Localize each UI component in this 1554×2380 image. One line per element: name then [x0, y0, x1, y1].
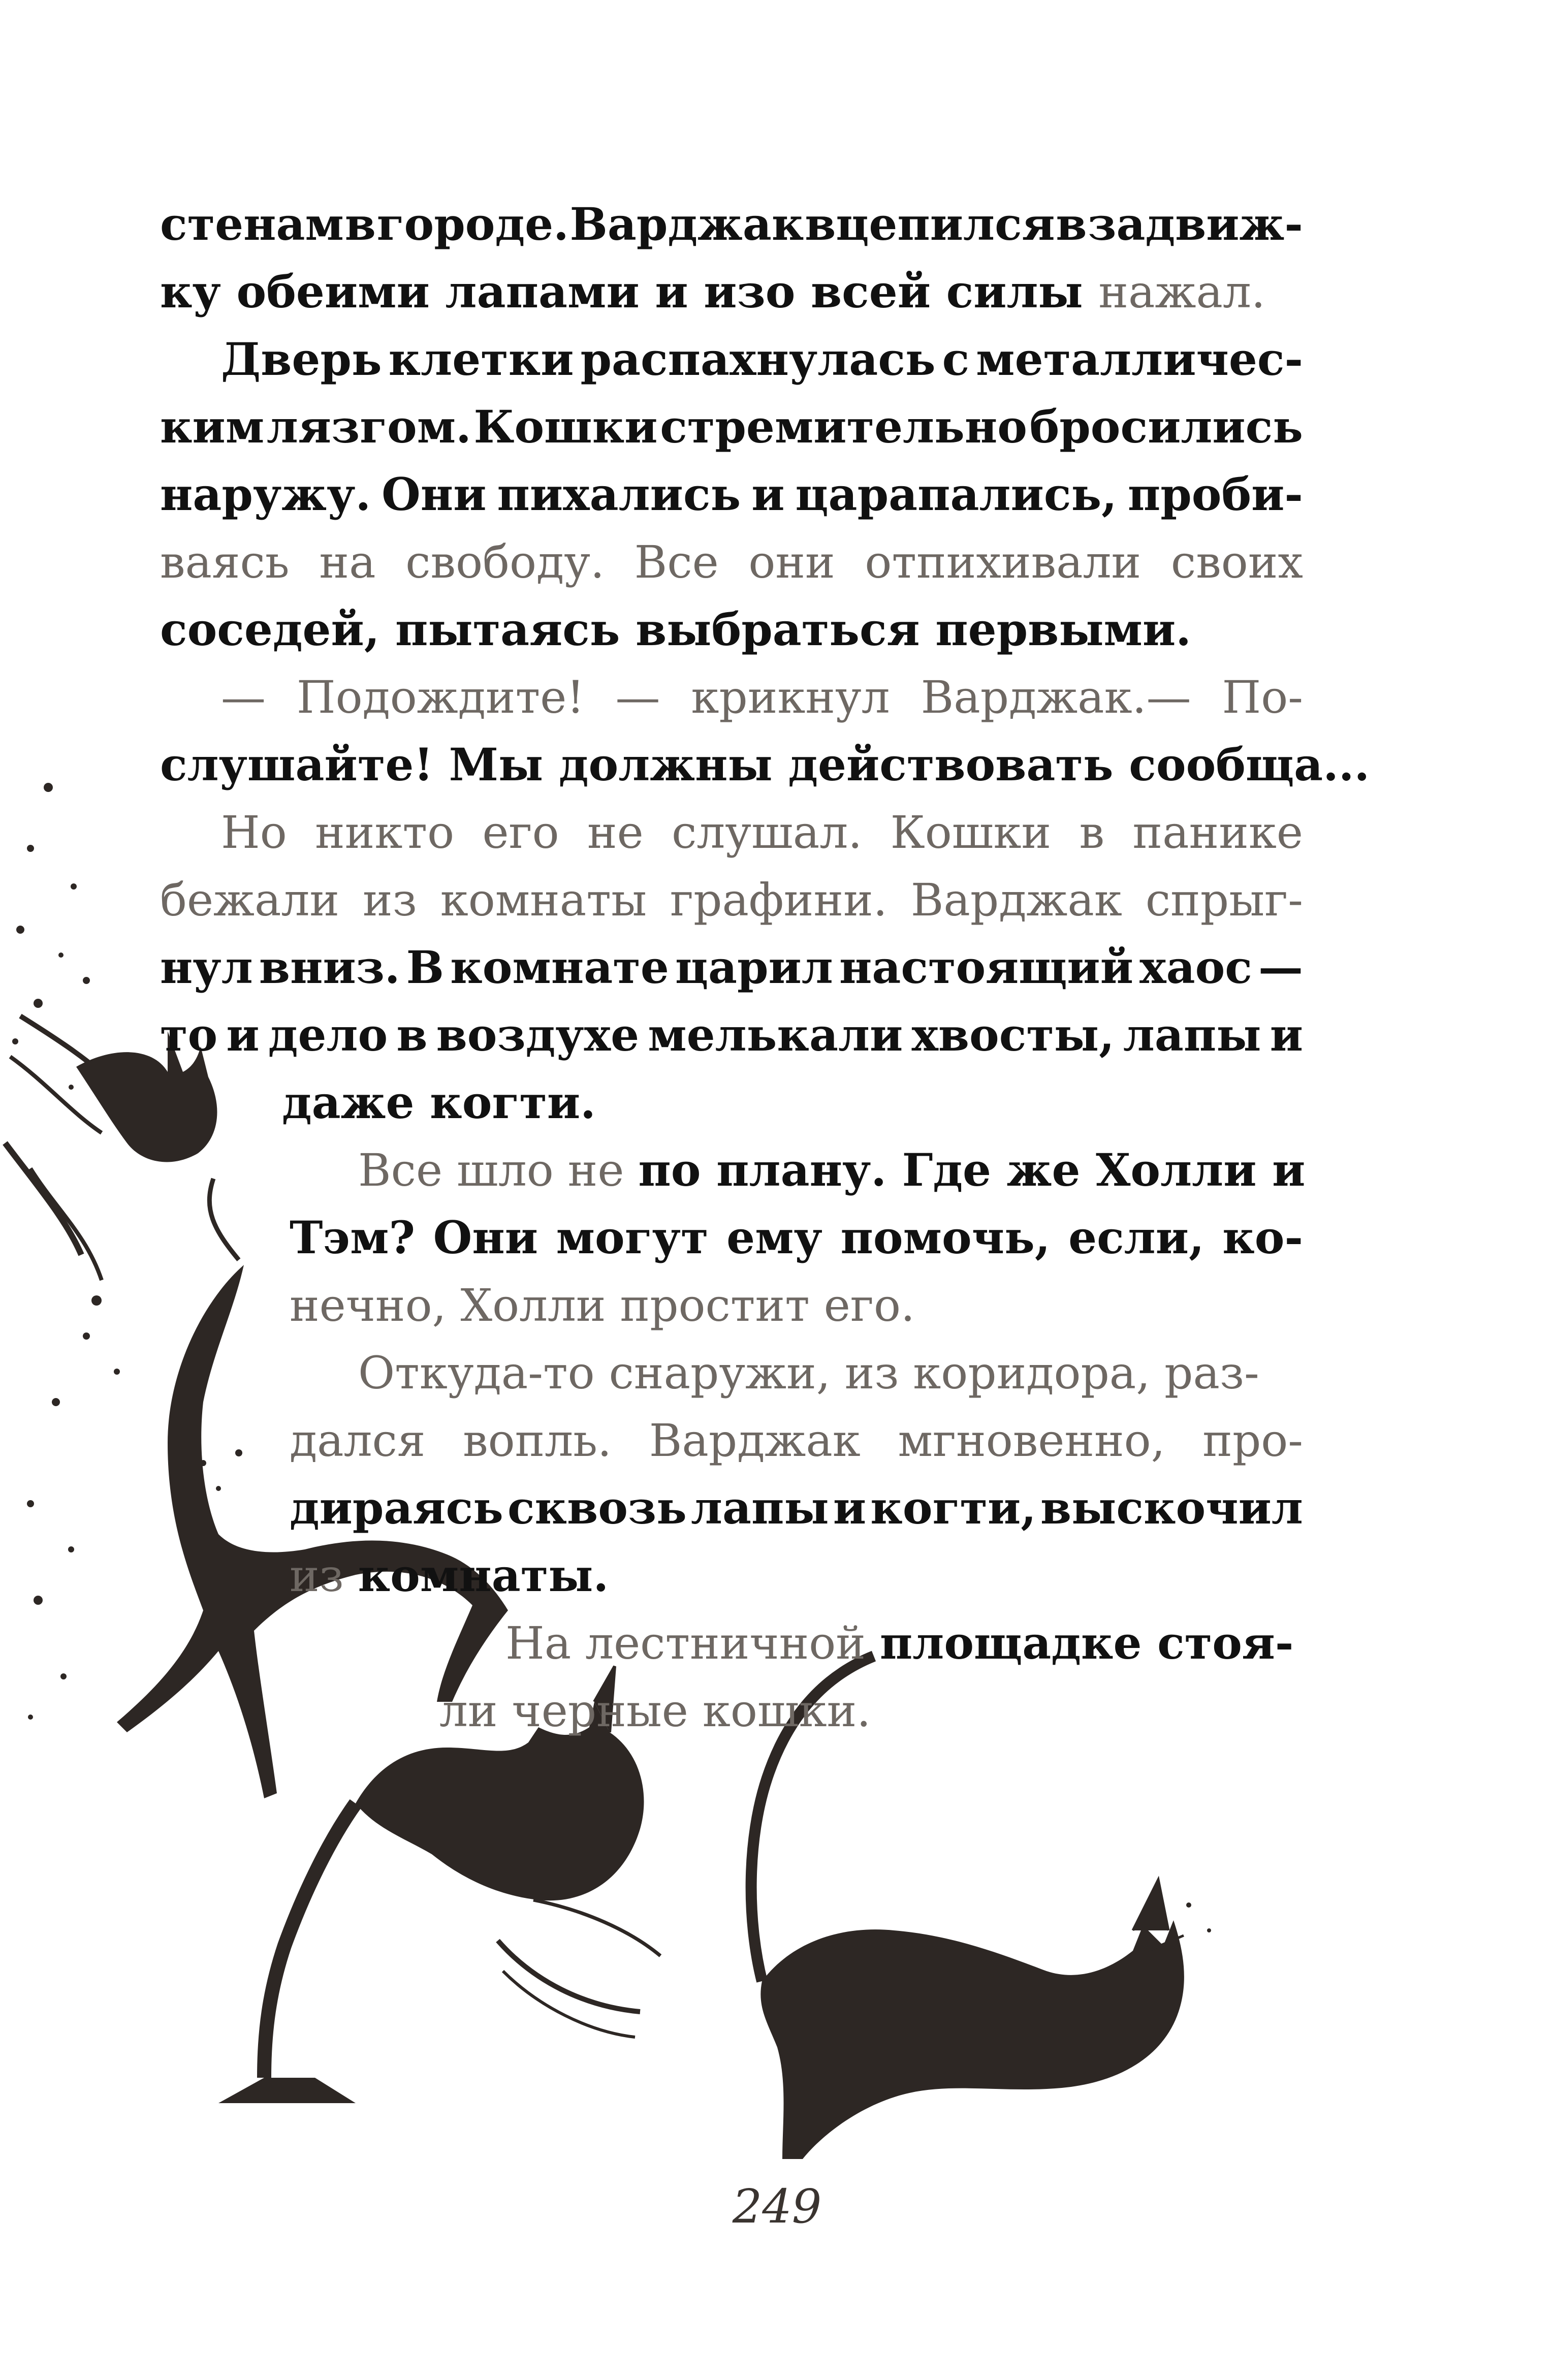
- text-word: Варджак.—: [921, 671, 1191, 723]
- text-segment: Все шло не: [358, 1144, 639, 1196]
- text-word: лязгом.: [266, 400, 471, 453]
- text-segment: нажал.: [1098, 266, 1265, 318]
- text-segment: комнаты.: [358, 1549, 609, 1602]
- text-word: стенам: [160, 198, 344, 250]
- text-word: нул: [160, 941, 253, 994]
- text-word: они: [748, 536, 835, 588]
- text-word: Подождите!: [296, 671, 585, 723]
- text-word: сквозь: [507, 1481, 687, 1534]
- text-word: В: [406, 941, 445, 994]
- text-word: лапы: [690, 1481, 829, 1534]
- text-word: когти,: [870, 1481, 1036, 1534]
- text-segment: площадке стоя-: [879, 1616, 1294, 1669]
- text-line: [160, 1339, 1303, 1407]
- text-word: ко-: [1222, 1211, 1303, 1264]
- text-word: в: [396, 1008, 428, 1061]
- text-word: своих: [1170, 536, 1303, 588]
- text-line: [160, 1272, 1303, 1339]
- text-word: Варджак: [569, 198, 804, 250]
- text-word: проби-: [1127, 468, 1303, 521]
- text-word: выскочил: [1040, 1481, 1303, 1534]
- text-word: бросились: [1029, 400, 1303, 453]
- text-segment: нечно, Холли простит его.: [290, 1279, 915, 1331]
- text-word: если,: [1068, 1211, 1204, 1264]
- text-word: в: [1079, 806, 1105, 859]
- text-word: и: [226, 1008, 260, 1061]
- text-word: Кошки: [890, 806, 1052, 859]
- text-line: [160, 1542, 1303, 1609]
- text-word: городе.: [376, 198, 569, 250]
- text-word: мгновенно,: [898, 1414, 1165, 1467]
- text-line: [160, 1136, 1306, 1204]
- text-word: дался: [290, 1414, 426, 1467]
- text-word: наружу.: [160, 468, 371, 521]
- text-word: клетки: [388, 333, 574, 386]
- text-word: вниз.: [259, 941, 400, 994]
- text-line: [160, 191, 1303, 258]
- text-line: [160, 934, 1303, 1001]
- text-line: [160, 528, 1303, 596]
- text-word: ким: [160, 400, 265, 453]
- text-word: слушал.: [672, 806, 863, 859]
- text-word: панике: [1132, 806, 1303, 859]
- text-line: [160, 326, 1303, 393]
- text-word: в: [344, 198, 376, 250]
- text-word: то: [160, 1008, 218, 1061]
- text-line: [160, 1677, 1303, 1744]
- text-word: помочь,: [840, 1211, 1051, 1264]
- text-line: [160, 1407, 1303, 1474]
- text-word: металличес-: [976, 333, 1303, 386]
- text-line: [160, 1474, 1303, 1542]
- text-word: и: [833, 1481, 867, 1534]
- text-word: графини.: [670, 874, 887, 926]
- text-line: [160, 1001, 1303, 1069]
- text-word: из: [363, 874, 417, 926]
- text-word: хаос: [1139, 941, 1252, 994]
- cat-right: [760, 1920, 1184, 2159]
- text-line: [160, 799, 1303, 866]
- text-word: стремительно: [660, 400, 1027, 453]
- text-word: свободу.: [405, 536, 605, 588]
- text-segment: ку обеими лапами и изо всей силы: [160, 265, 1099, 318]
- text-segment: ли черные кошки.: [439, 1685, 871, 1737]
- text-segment: слушайте! Мы должны действовать сообща...: [160, 738, 1370, 791]
- text-word: могут: [556, 1211, 709, 1264]
- text-word: пихались: [497, 468, 741, 521]
- text-word: —: [1258, 941, 1303, 994]
- text-word: комнаты: [440, 874, 647, 926]
- body-text: [160, 191, 1370, 1744]
- text-line: [160, 393, 1303, 461]
- text-line: [160, 596, 1303, 663]
- text-word: По-: [1222, 671, 1303, 723]
- text-word: и: [1270, 1008, 1303, 1061]
- text-word: воздухе: [436, 1008, 640, 1061]
- text-word: и: [751, 468, 785, 521]
- text-word: вцепился: [805, 198, 1055, 250]
- text-word: с: [942, 333, 970, 386]
- text-word: мелькали: [648, 1008, 903, 1061]
- text-word: Дверь: [221, 333, 382, 386]
- text-word: в: [1056, 198, 1087, 250]
- text-word: Тэм?: [290, 1211, 416, 1264]
- text-word: задвиж-: [1088, 198, 1303, 250]
- text-word: не: [587, 806, 644, 859]
- text-line: [160, 461, 1303, 528]
- text-word: бежали: [160, 874, 340, 926]
- text-word: крикнул: [691, 671, 890, 723]
- text-word: его: [482, 806, 559, 859]
- text-line: [160, 1204, 1303, 1272]
- text-word: про-: [1202, 1414, 1303, 1467]
- text-segment: даже когти.: [282, 1076, 596, 1129]
- text-word: Варджак: [910, 874, 1122, 926]
- text-word: Но: [221, 806, 287, 859]
- text-word: на: [319, 536, 376, 588]
- text-word: дираясь: [290, 1481, 503, 1534]
- text-line: [160, 663, 1303, 731]
- text-word: Варджак: [649, 1414, 861, 1467]
- text-segment: На лестничной: [505, 1617, 880, 1669]
- text-word: ваясь: [160, 536, 290, 588]
- text-word: —: [221, 671, 266, 723]
- text-word: спрыг-: [1145, 874, 1303, 926]
- text-word: настоящий: [839, 941, 1133, 994]
- text-word: Все: [634, 536, 719, 588]
- page-number: 249: [732, 2179, 822, 2234]
- text-word: царил: [675, 941, 833, 994]
- text-word: дело: [268, 1008, 388, 1061]
- text-word: отпихивали: [865, 536, 1141, 588]
- text-word: комнате: [450, 941, 669, 994]
- text-line: [160, 866, 1303, 934]
- text-line: [160, 731, 1370, 799]
- text-word: Они: [382, 468, 487, 521]
- text-segment: по плану. Где же Холли и: [638, 1144, 1306, 1196]
- text-segment: из: [290, 1549, 358, 1602]
- text-word: хвосты,: [911, 1008, 1115, 1061]
- text-line: [160, 258, 1303, 326]
- text-word: никто: [315, 806, 455, 859]
- text-word: Они: [433, 1211, 538, 1264]
- text-line: [160, 1609, 1303, 1677]
- text-word: вопль.: [463, 1414, 612, 1467]
- text-word: распахнулась: [580, 333, 936, 386]
- text-word: ему: [726, 1211, 822, 1264]
- text-word: лапы: [1123, 1008, 1261, 1061]
- text-segment: соседей, пытаясь выбраться первыми.: [160, 603, 1191, 656]
- text-word: —: [615, 671, 660, 723]
- text-word: царапались,: [795, 468, 1117, 521]
- text-word: Кошки: [473, 400, 658, 453]
- text-segment: Откуда-то снаружи, из коридора, раз-: [358, 1347, 1259, 1399]
- text-line: [160, 1069, 1303, 1136]
